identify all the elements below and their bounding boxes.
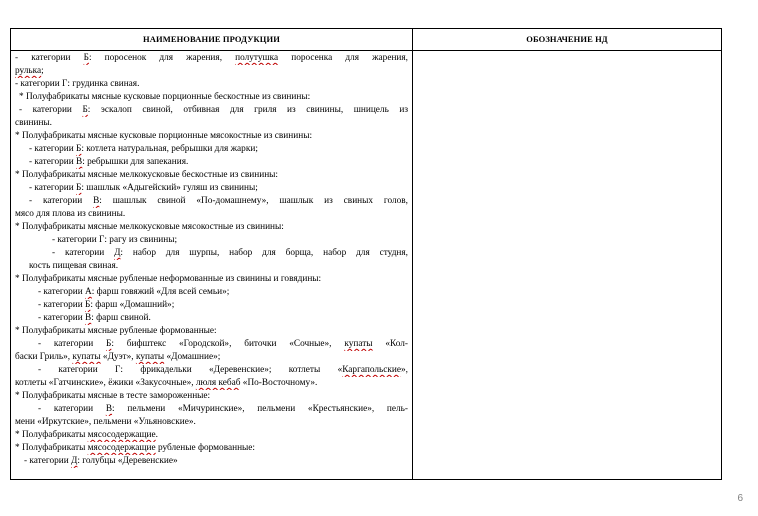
line-text: «Кол-	[372, 339, 408, 349]
line-text: мясо для плова из свинины.	[15, 209, 126, 219]
line-text: мени «Иркутские», пельмени «Ульяновские».	[15, 417, 196, 427]
line-text: - категории	[52, 248, 115, 258]
product-line	[15, 351, 408, 364]
product-line	[15, 429, 408, 442]
line-text: : голубцы «Деревенские»	[77, 456, 178, 466]
line-text: * Полуфабрикаты мясные кусковые порционные мясокостные из свинины:	[15, 131, 313, 141]
spellcheck-word: полутушка	[235, 53, 279, 63]
product-line	[15, 117, 408, 130]
spellcheck-word: В	[105, 404, 113, 414]
spellcheck-word: купаты	[72, 352, 101, 362]
product-line	[15, 455, 408, 468]
products-table	[10, 28, 722, 480]
nd-designation-column-header: ОБОЗНАЧЕНИЕ НД	[526, 34, 608, 44]
spellcheck-word: мясосодержащие	[87, 443, 156, 453]
line-text: - категории	[38, 300, 86, 310]
line-text: : пельмени «Мичуринские», пельмени «Крестьянские», пель-	[112, 404, 408, 414]
line-text: * Полуфабрикаты мясные рубленые формованные:	[15, 326, 217, 336]
line-text: : ребрышки для запекания.	[82, 157, 189, 167]
line-text: * Полуфабрикаты	[15, 443, 88, 453]
product-line	[15, 312, 408, 325]
spellcheck-word: А	[85, 287, 92, 297]
spellcheck-word: В	[76, 157, 83, 167]
spellcheck-word: Б	[76, 144, 82, 154]
product-list-cell	[15, 52, 408, 468]
line-text: - категории Г: рагу из свинины;	[52, 235, 178, 245]
line-text: - категории	[29, 196, 94, 206]
line-text: : поросенок для жарения,	[88, 53, 236, 63]
line-text: «Домашние»;	[164, 352, 221, 362]
product-line	[15, 390, 408, 403]
line-text: : фарш говяжий «Для всей семьи»;	[91, 287, 230, 297]
line-text: : эскалоп свиной, отбивная для гриля из свинины, шницель из	[87, 105, 408, 115]
product-line	[15, 286, 408, 299]
product-line	[15, 65, 408, 78]
line-text: поросенка для жарения,	[278, 53, 408, 63]
product-line	[15, 364, 408, 377]
product-line	[15, 143, 408, 156]
product-line	[15, 442, 408, 455]
line-text: - категории	[38, 404, 106, 414]
spellcheck-word: Б	[85, 300, 91, 310]
line-text: : фарш «Домашний»;	[90, 300, 175, 310]
product-line	[15, 156, 408, 169]
line-text: * Полуфабрикаты мясные мелкокусковые бескостные из свинины:	[15, 170, 279, 180]
line-text: : шашлык «Адыгейский» гуляш из свинины;	[81, 183, 258, 193]
line-text: : котлета натуральная, ребрышки для жарки;	[81, 144, 258, 154]
spellcheck-word: В	[93, 196, 100, 206]
spellcheck-word: рулька	[15, 66, 42, 76]
spellcheck-word: мясосодержащие	[87, 430, 156, 440]
product-line	[15, 52, 408, 65]
spellcheck-word: Б	[82, 105, 88, 115]
spellcheck-word: купаты	[135, 352, 165, 362]
product-line	[15, 416, 408, 429]
line-text: «По-Восточному».	[240, 378, 318, 388]
product-line	[15, 182, 408, 195]
line-text: - категории	[29, 157, 77, 167]
line-text: ;	[41, 66, 44, 76]
product-line	[15, 208, 408, 221]
line-text: * Полуфабрикаты мясные в тесте замороженные:	[15, 391, 211, 401]
line-text: »,	[401, 365, 408, 375]
spellcheck-word: купаты	[344, 339, 373, 349]
product-line	[15, 91, 408, 104]
product-line	[15, 234, 408, 247]
product-line	[15, 273, 408, 286]
spellcheck-word: В	[85, 313, 92, 323]
line-text: : бифштекс «Городской», биточки «Сочные»,	[111, 339, 345, 349]
product-line	[15, 221, 408, 234]
line-text: кость пищевая свиная.	[29, 261, 119, 271]
product-line	[15, 325, 408, 338]
line-text: * Полуфабрикаты мясные кусковые порционные бескостные из свинины:	[19, 92, 311, 102]
line-text: : фарш свиной.	[91, 313, 151, 323]
column-divider	[412, 29, 413, 479]
line-text: * Полуфабрикаты	[15, 430, 88, 440]
spellcheck-word: Б	[83, 53, 89, 63]
line-text: * Полуфабрикаты мясные мелкокусковые мясокостные из свинины:	[15, 222, 284, 232]
line-text: - категории	[29, 144, 77, 154]
product-name-column-header: НАИМЕНОВАНИЕ ПРОДУКЦИИ	[143, 34, 280, 44]
product-line	[15, 104, 408, 117]
spellcheck-word: Б	[76, 183, 82, 193]
line-text: - категории	[24, 456, 72, 466]
line-text: - категории	[38, 313, 86, 323]
product-line	[15, 78, 408, 91]
spellcheck-word: Б	[106, 339, 112, 349]
product-line	[15, 403, 408, 416]
line-text: свинины.	[15, 118, 52, 128]
spellcheck-word: Каргапольские	[342, 365, 402, 375]
line-text: «Дуэт»,	[100, 352, 136, 362]
line-text: - категории	[29, 183, 77, 193]
line-text: - категории	[19, 105, 83, 115]
line-text: - категории Г: фрикадельки «Деревенские»; котлеты «	[38, 365, 343, 375]
line-text: : набор для шурпы, набор для борща, набор для студня,	[120, 248, 408, 258]
table-header-row	[11, 29, 721, 51]
line-text: - категории	[38, 339, 106, 349]
product-line	[15, 260, 408, 273]
line-text: баски Гриль»,	[15, 352, 73, 362]
product-line	[15, 169, 408, 182]
line-text: котлеты «Гатчинские», ёжики «Закусочные»,	[15, 378, 196, 388]
product-line	[15, 130, 408, 143]
product-line	[15, 247, 408, 260]
line-text: .	[155, 430, 158, 440]
product-line	[15, 377, 408, 390]
spellcheck-word: Д	[71, 456, 78, 466]
line-text: - категории Г: грудинка свиная.	[15, 79, 140, 89]
product-line	[15, 195, 408, 208]
line-text: - категории	[38, 287, 86, 297]
line-text: * Полуфабрикаты мясные рубленые неформованные из свинины и говядины:	[15, 274, 322, 284]
line-text: : шашлык свиной «По-домашнему», шашлык из свиных голов,	[99, 196, 408, 206]
page-number: 6	[737, 493, 743, 504]
line-text: - категории	[15, 53, 84, 63]
spellcheck-word: Д	[114, 248, 121, 258]
product-line	[15, 338, 408, 351]
product-line	[15, 299, 408, 312]
line-text: рубленые формованные:	[155, 443, 255, 453]
spellcheck-word: люля кебаб	[195, 378, 241, 388]
